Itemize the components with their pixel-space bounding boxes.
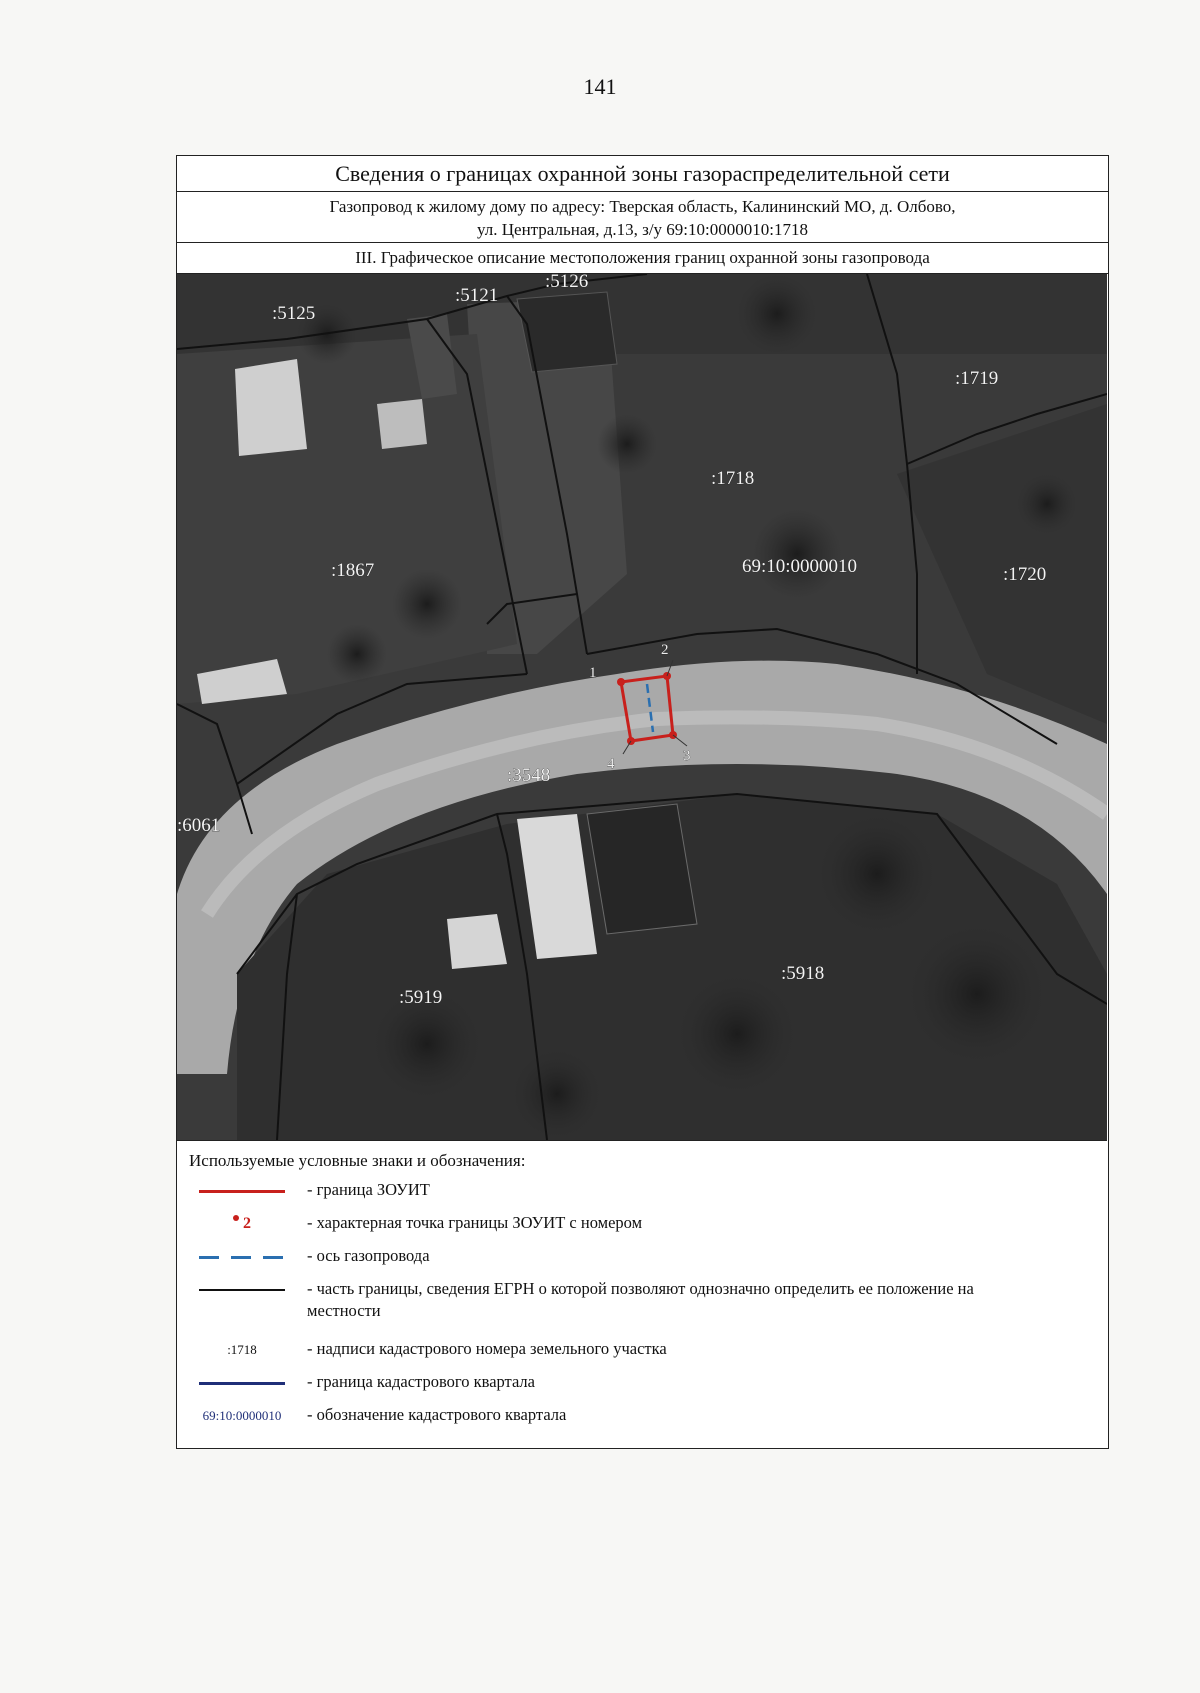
- parcel-label: :5919: [399, 987, 443, 1008]
- document-frame: [176, 155, 1109, 1449]
- building: [447, 914, 507, 969]
- quarter-label: 69:10:0000010: [742, 556, 858, 577]
- legend-title: Используемые условные знаки и обозначения:: [189, 1151, 526, 1170]
- building: [235, 359, 307, 456]
- parcel-label: :1867: [331, 560, 375, 581]
- object-line-2: ул. Центральная, д.13, з/у 69:10:0000010:1718: [477, 220, 808, 239]
- legend-item: 69:10:0000010 - обозначение кадастрового квартала: [202, 1405, 567, 1424]
- legend-item: - граница ЗОУИТ: [177, 1179, 1108, 1212]
- map-canvas: [177, 274, 1107, 1140]
- point-1[interactable]: [617, 678, 625, 686]
- navy-line-symbol: [199, 1382, 285, 1385]
- parcel-label: :3548: [507, 765, 551, 786]
- page-number: 141: [583, 74, 617, 99]
- building: [377, 399, 427, 449]
- legend-item: 2 - характерная точка границы ЗОУИТ с номером: [177, 1212, 1108, 1245]
- object-description: [177, 192, 1108, 243]
- parcel-label: :5125: [272, 303, 316, 324]
- parcel-label: :6061: [177, 815, 221, 836]
- quarter-number-sample: 69:10:0000010: [202, 1408, 282, 1423]
- point-1-label: 1: [589, 665, 597, 681]
- red-line-symbol: [199, 1190, 285, 1193]
- legend-item: - часть границы, сведения ЕГРН о которой позволяют однозначно определить ее положение на местности: [177, 1278, 1108, 1338]
- parcel-label: :1719: [955, 368, 999, 389]
- legend-item: - ось газопровода: [177, 1245, 1108, 1278]
- section-title: III. Графическое описание местоположения границ охранной зоны газопровода: [177, 243, 1108, 274]
- point-3-label: 3: [683, 748, 691, 764]
- building: [517, 292, 617, 372]
- legend: [177, 1141, 1108, 1437]
- point-symbol: 2: [233, 1215, 251, 1233]
- legend-item: :1718 - надписи кадастрового номера земельного участка: [227, 1339, 667, 1358]
- document-title: Сведения о границах охранной зоны газораспределительной сети: [177, 156, 1108, 192]
- satellite-map[interactable]: [177, 274, 1107, 1141]
- parcel-number-sample: :1718: [227, 1342, 257, 1357]
- blue-dashed-line-symbol: [199, 1256, 285, 1259]
- point-4-label: 4: [607, 756, 615, 772]
- parcel-label: :1718: [711, 468, 755, 489]
- point-2-label: 2: [661, 642, 669, 658]
- parcel-label: :5918: [781, 963, 825, 984]
- object-line-1: Газопровод к жилому дому по адресу: Тверская область, Калининский МО, д. Олбово,: [329, 197, 956, 216]
- black-line-symbol: [199, 1289, 285, 1291]
- legend-item: - граница кадастрового квартала: [177, 1371, 1108, 1404]
- parcel-label: :1720: [1003, 564, 1047, 585]
- building: [587, 804, 697, 934]
- parcel-label: :5126: [545, 274, 589, 292]
- parcel-label: :5121: [455, 285, 499, 306]
